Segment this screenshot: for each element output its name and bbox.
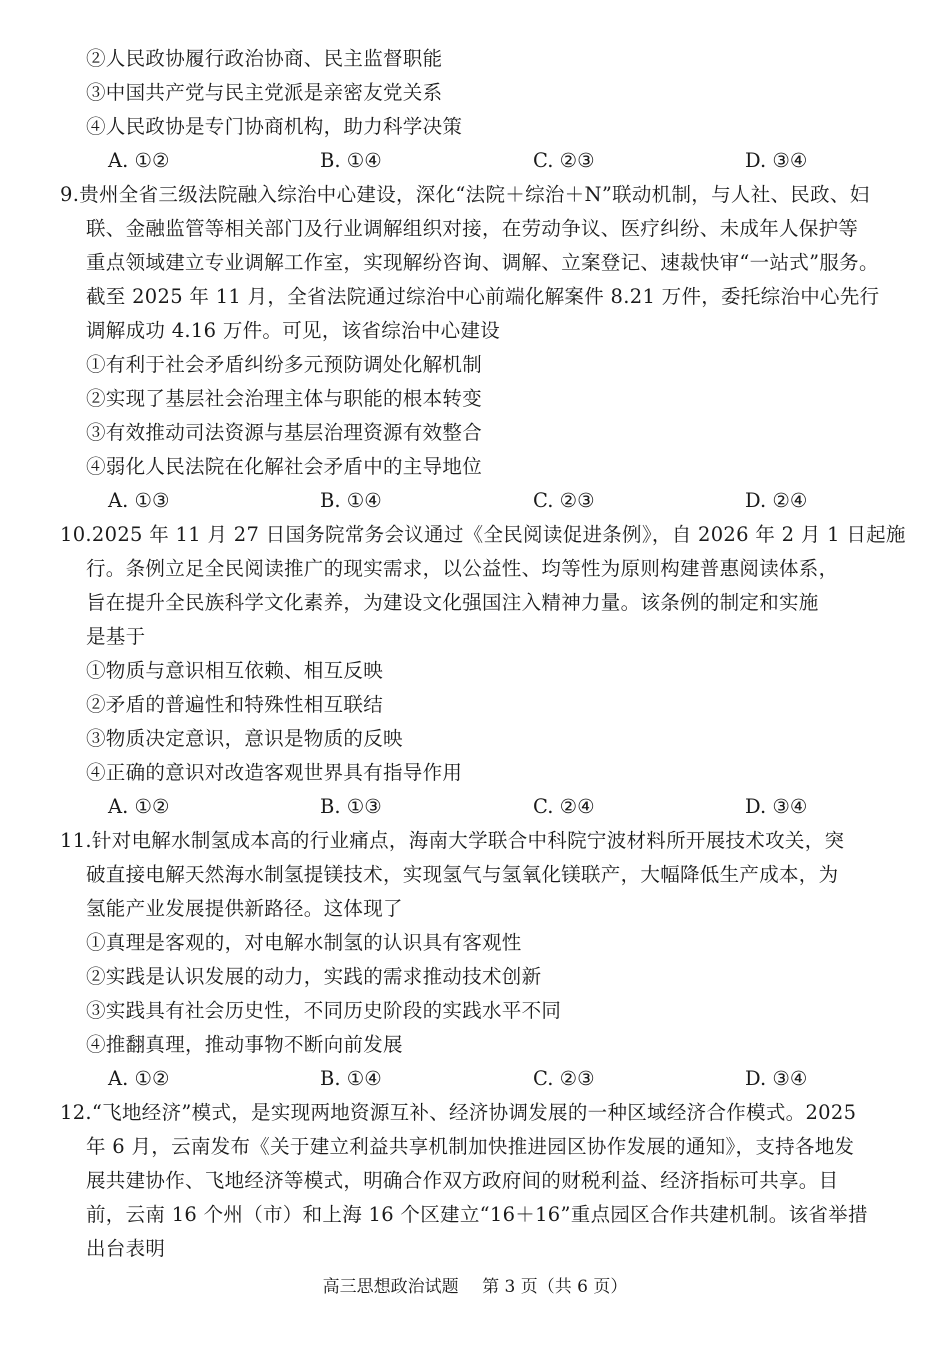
q10-stem-line: 是基于 — [86, 625, 146, 648]
q10-item-1: ①物质与意识相互依赖、相互反映 — [86, 659, 384, 682]
q9-option-b: B. ①④ — [320, 489, 382, 512]
q8-item-2: ②人民政协履行政治协商、民主监督职能 — [86, 47, 443, 70]
q9-stem-line: 截至 2025 年 11 月，全省法院通过综治中心前端化解案件 8.21 万件，委托综治中心先行 — [86, 285, 880, 308]
q8-option-d: D. ③④ — [745, 149, 808, 172]
q9-item-2: ②实现了基层社会治理主体与职能的根本转变 — [86, 387, 483, 410]
page-footer — [0, 1276, 950, 1298]
q10-item-2: ②矛盾的普遍性和特殊性相互联结 — [86, 693, 384, 716]
footer-title: 高三思想政治试题 — [322, 1277, 459, 1297]
q8-item-4: ④人民政协是专门协商机构，助力科学决策 — [86, 115, 463, 138]
q11-stem-line: 11.针对电解水制氢成本高的行业痛点，海南大学联合中科院宁波材料所开展技术攻关，突 — [60, 829, 845, 852]
q8-option-b: B. ①④ — [320, 149, 382, 172]
q9-stem-line: 联、金融监管等相关部门及行业调解组织对接，在劳动争议、医疗纠纷、未成年人保护等 — [86, 217, 859, 240]
q12-stem-line: 年 6 月，云南发布《关于建立利益共享机制加快推进园区协作发展的通知》，支持各地发 — [86, 1135, 855, 1158]
q12-stem-line: 出台表明 — [86, 1237, 166, 1260]
q11-option-b: B. ①④ — [320, 1067, 382, 1090]
q12-stem-line: 12.“飞地经济”模式，是实现两地资源互补、经济协调发展的一种区域经济合作模式。2025 — [60, 1101, 857, 1124]
q11-item-3: ③实践具有社会历史性，不同历史阶段的实践水平不同 — [86, 999, 562, 1022]
q11-item-4: ④推翻真理，推动事物不断向前发展 — [86, 1033, 403, 1056]
q10-item-4: ④正确的意识对改造客观世界具有指导作用 — [86, 761, 463, 784]
q11-option-c: C. ②③ — [533, 1067, 595, 1090]
q12-stem-line: 前，云南 16 个州（市）和上海 16 个区建立“16＋16”重点园区合作共建机制。该省举措 — [86, 1203, 868, 1226]
q9-item-3: ③有效推动司法资源与基层治理资源有效整合 — [86, 421, 483, 444]
q11-stem-line: 破直接电解天然海水制氢提镁技术，实现氢气与氢氧化镁联产，大幅降低生产成本，为 — [86, 863, 839, 886]
q9-item-1: ①有利于社会矛盾纠纷多元预防调处化解机制 — [86, 353, 483, 376]
q11-stem-line: 氢能产业发展提供新路径。这体现了 — [86, 897, 403, 920]
q12-stem-line: 展共建协作、飞地经济等模式，明确合作双方政府间的财税利益、经济指标可共享。目 — [86, 1169, 839, 1192]
q11-option-d: D. ③④ — [745, 1067, 808, 1090]
q9-item-4: ④弱化人民法院在化解社会矛盾中的主导地位 — [86, 455, 483, 478]
q10-item-3: ③物质决定意识，意识是物质的反映 — [86, 727, 403, 750]
q9-option-a: A. ①③ — [108, 489, 170, 512]
q9-stem-line: 9.贵州全省三级法院融入综治中心建设，深化“法院＋综治＋N”联动机制，与人社、民政、妇 — [60, 183, 870, 206]
q10-stem-line: 行。条例立足全民阅读推广的现实需求，以公益性、均等性为原则构建普惠阅读体系， — [86, 557, 839, 580]
q9-options — [108, 488, 868, 514]
q8-option-c: C. ②③ — [533, 149, 595, 172]
q10-stem-line: 10.2025 年 11 月 27 日国务院常务会议通过《全民阅读促进条例》，自 2026 年 2 月 1 日起施 — [60, 523, 906, 546]
q10-stem-line: 旨在提升全民族科学文化素养，为建设文化强国注入精神力量。该条例的制定和实施 — [86, 591, 819, 614]
q11-options — [108, 1066, 868, 1092]
q10-options — [108, 794, 868, 820]
q10-option-d: D. ③④ — [745, 795, 808, 818]
q8-options — [108, 148, 868, 174]
q8-option-a: A. ①② — [108, 149, 170, 172]
q10-option-b: B. ①③ — [320, 795, 382, 818]
q11-item-1: ①真理是客观的，对电解水制氢的认识具有客观性 — [86, 931, 522, 954]
q9-option-d: D. ②④ — [745, 489, 808, 512]
footer-page-number: 第 3 页（共 6 页） — [482, 1277, 628, 1297]
q9-stem-line: 调解成功 4.16 万件。可见，该省综治中心建设 — [86, 319, 501, 342]
q10-option-c: C. ②④ — [533, 795, 595, 818]
q9-option-c: C. ②③ — [533, 489, 595, 512]
q8-item-3: ③中国共产党与民主党派是亲密友党关系 — [86, 81, 443, 104]
q11-item-2: ②实践是认识发展的动力，实践的需求推动技术创新 — [86, 965, 542, 988]
q10-option-a: A. ①② — [108, 795, 170, 818]
q11-option-a: A. ①② — [108, 1067, 170, 1090]
q9-stem-line: 重点领域建立专业调解工作室，实现解纷咨询、调解、立案登记、速裁快审“一站式”服务。 — [86, 251, 879, 274]
